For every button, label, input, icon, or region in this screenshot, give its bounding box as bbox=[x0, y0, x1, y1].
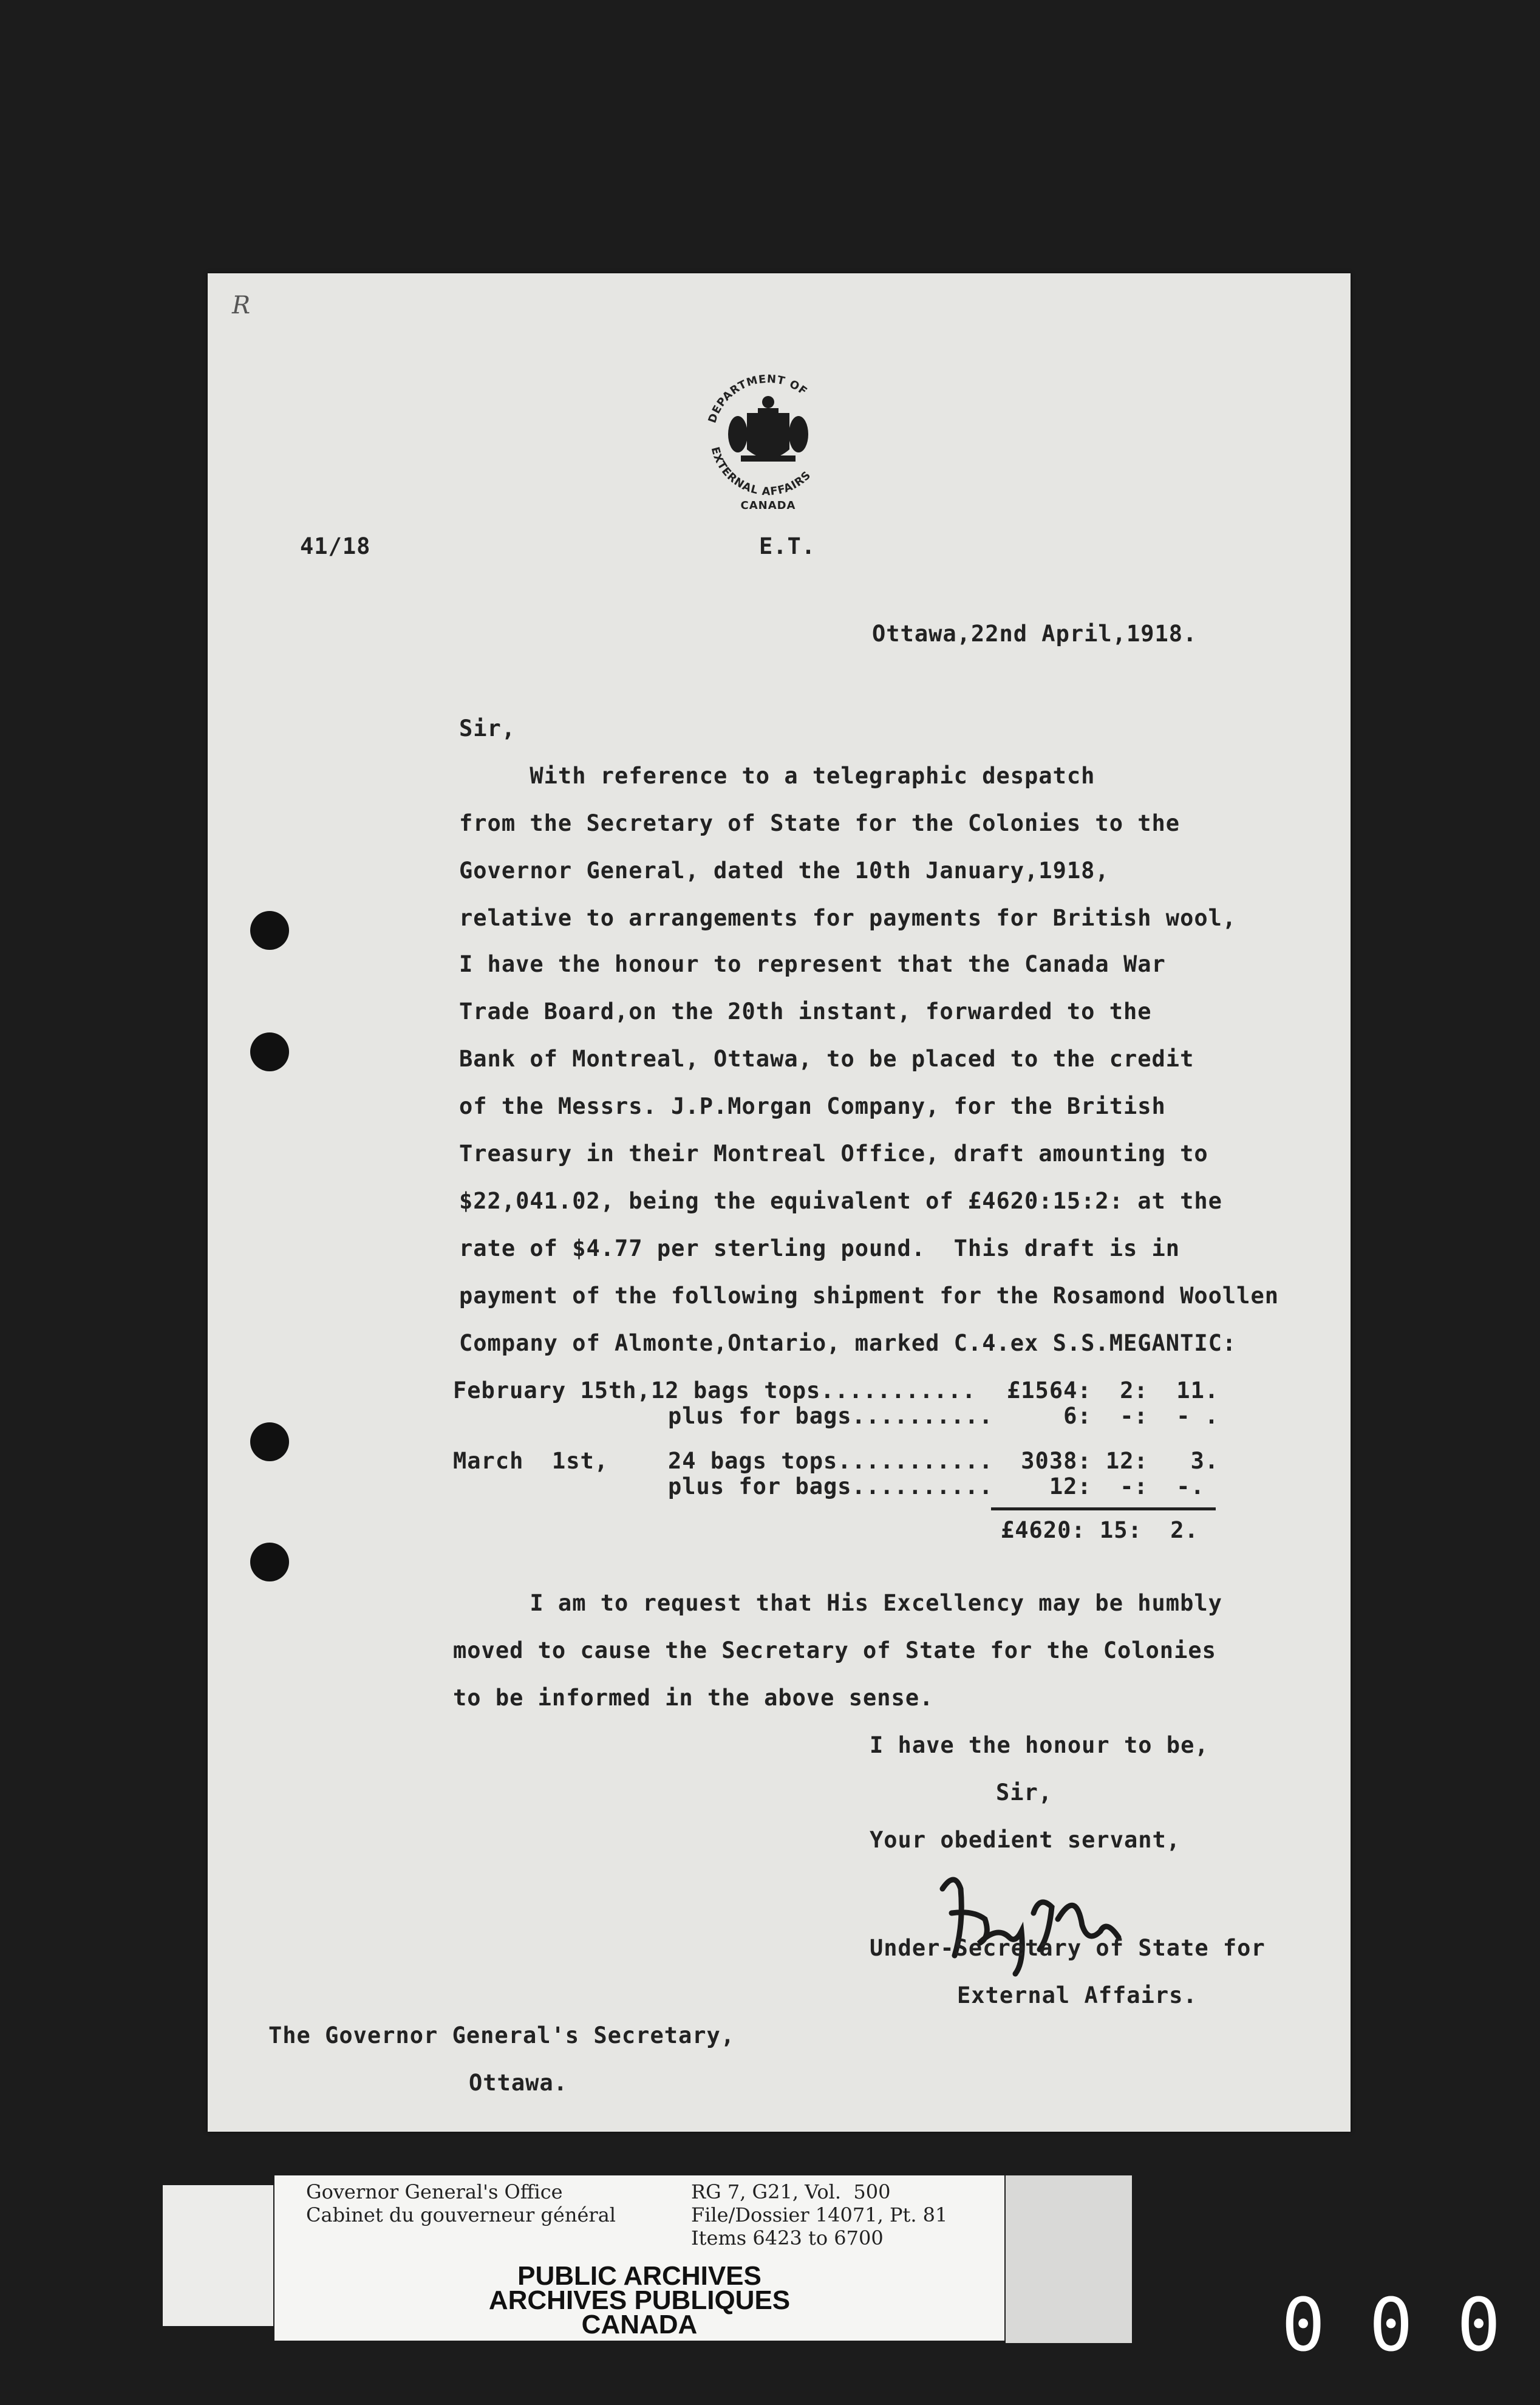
row-amount: £1564: 2: 11. bbox=[1007, 1377, 1219, 1404]
body-line: With reference to a telegraphic despatch bbox=[459, 763, 1095, 789]
punch-hole bbox=[250, 911, 289, 950]
body-line: Company of Almonte,Ontario, marked C.4.ex S.S.MEGANTIC: bbox=[459, 1330, 1237, 1356]
punch-hole bbox=[250, 1543, 289, 1581]
seal-ring-top-text: DEPARTMENT OF bbox=[706, 372, 810, 425]
row-item: plus for bags.......... bbox=[668, 1403, 993, 1429]
office-french: Cabinet du gouverneur général bbox=[306, 2203, 616, 2226]
body-line: payment of the following shipment for the Rosamond Woollen bbox=[459, 1283, 1279, 1309]
signatory-title-2: External Affairs. bbox=[957, 1982, 1198, 2008]
closing-line: Sir, bbox=[996, 1779, 1053, 1806]
body-line: of the Messrs. J.P.Morgan Company, for the British bbox=[459, 1093, 1166, 1119]
frame-number: 0 0 0 bbox=[1281, 2284, 1501, 2368]
body-line: from the Secretary of State for the Colonies to the bbox=[459, 810, 1181, 836]
addressee-line-1: The Governor General's Secretary, bbox=[268, 2022, 735, 2049]
reference-number: 41/18 bbox=[300, 533, 371, 559]
row-amount: 12: -: -. bbox=[1007, 1473, 1205, 1499]
row-amount: 3038: 12: 3. bbox=[1007, 1448, 1219, 1474]
film-stub-left bbox=[163, 2185, 273, 2326]
initials: E.T. bbox=[759, 533, 816, 559]
handwritten-signature bbox=[918, 1852, 1137, 1992]
closing-line: Your obedient servant, bbox=[870, 1827, 1181, 1853]
row-date: March 1st, bbox=[453, 1448, 609, 1474]
department-seal bbox=[698, 364, 838, 516]
request-line: I am to request that His Excellency may be humbly bbox=[459, 1590, 1222, 1616]
body-line: rate of $4.77 per sterling pound. This draft is in bbox=[459, 1235, 1181, 1261]
archive-label bbox=[274, 2175, 1004, 2341]
film-stub-right bbox=[1006, 2175, 1132, 2343]
office-english: Governor General's Office bbox=[306, 2180, 563, 2203]
row-item: plus for bags.......... bbox=[668, 1473, 993, 1499]
closing-line: I have the honour to be, bbox=[870, 1732, 1209, 1758]
date-line: Ottawa,22nd April,1918. bbox=[872, 621, 1198, 647]
archives-english: PUBLIC ARCHIVES bbox=[517, 2261, 761, 2291]
salutation: Sir, bbox=[459, 715, 516, 742]
archives-french: ARCHIVES PUBLIQUES bbox=[488, 2285, 791, 2315]
signatory-title-1: Under-Secretary of State for bbox=[870, 1935, 1266, 1961]
coat-of-arms-icon bbox=[728, 396, 808, 462]
body-line: Bank of Montreal, Ottawa, to be placed to the credit bbox=[459, 1046, 1194, 1072]
body-line: $22,041.02, being the equivalent of £4620:15:2: at the bbox=[459, 1188, 1222, 1214]
body-line: I have the honour to represent that the Canada War bbox=[459, 951, 1166, 977]
body-line: Trade Board,on the 20th instant, forwarded to the bbox=[459, 998, 1152, 1025]
row-date: February 15th, bbox=[453, 1377, 651, 1404]
archive-reference-2: File/Dossier 14071, Pt. 81 bbox=[691, 2203, 948, 2226]
body-line: Governor General, dated the 10th January,1918, bbox=[459, 858, 1109, 884]
request-line: moved to cause the Secretary of State for the Colonies bbox=[453, 1637, 1216, 1663]
body-line: Treasury in their Montreal Office, draft amounting to bbox=[459, 1141, 1208, 1167]
total-amount: £4620: 15: 2. bbox=[1001, 1517, 1199, 1543]
archives-country: CANADA bbox=[581, 2310, 698, 2339]
archive-reference-3: Items 6423 to 6700 bbox=[691, 2226, 884, 2250]
total-rule bbox=[991, 1507, 1216, 1510]
letter-page bbox=[208, 273, 1351, 2132]
row-item: 24 bags tops........... bbox=[668, 1448, 993, 1474]
addressee-line-2: Ottawa. bbox=[469, 2070, 568, 2096]
request-line: to be informed in the above sense. bbox=[453, 1685, 934, 1711]
pencil-mark: R bbox=[232, 292, 251, 319]
body-line: relative to arrangements for payments for British wool, bbox=[459, 905, 1237, 931]
punch-hole bbox=[250, 1422, 289, 1461]
archive-reference-1: RG 7, G21, Vol. 500 bbox=[691, 2180, 891, 2203]
punch-hole bbox=[250, 1032, 289, 1071]
row-amount: 6: -: - . bbox=[1007, 1403, 1219, 1429]
seal-country: CANADA bbox=[740, 499, 796, 512]
row-item: 12 bags tops........... bbox=[651, 1377, 976, 1404]
seal-ring-bottom-text: EXTERNAL AFFAIRS bbox=[708, 445, 814, 499]
